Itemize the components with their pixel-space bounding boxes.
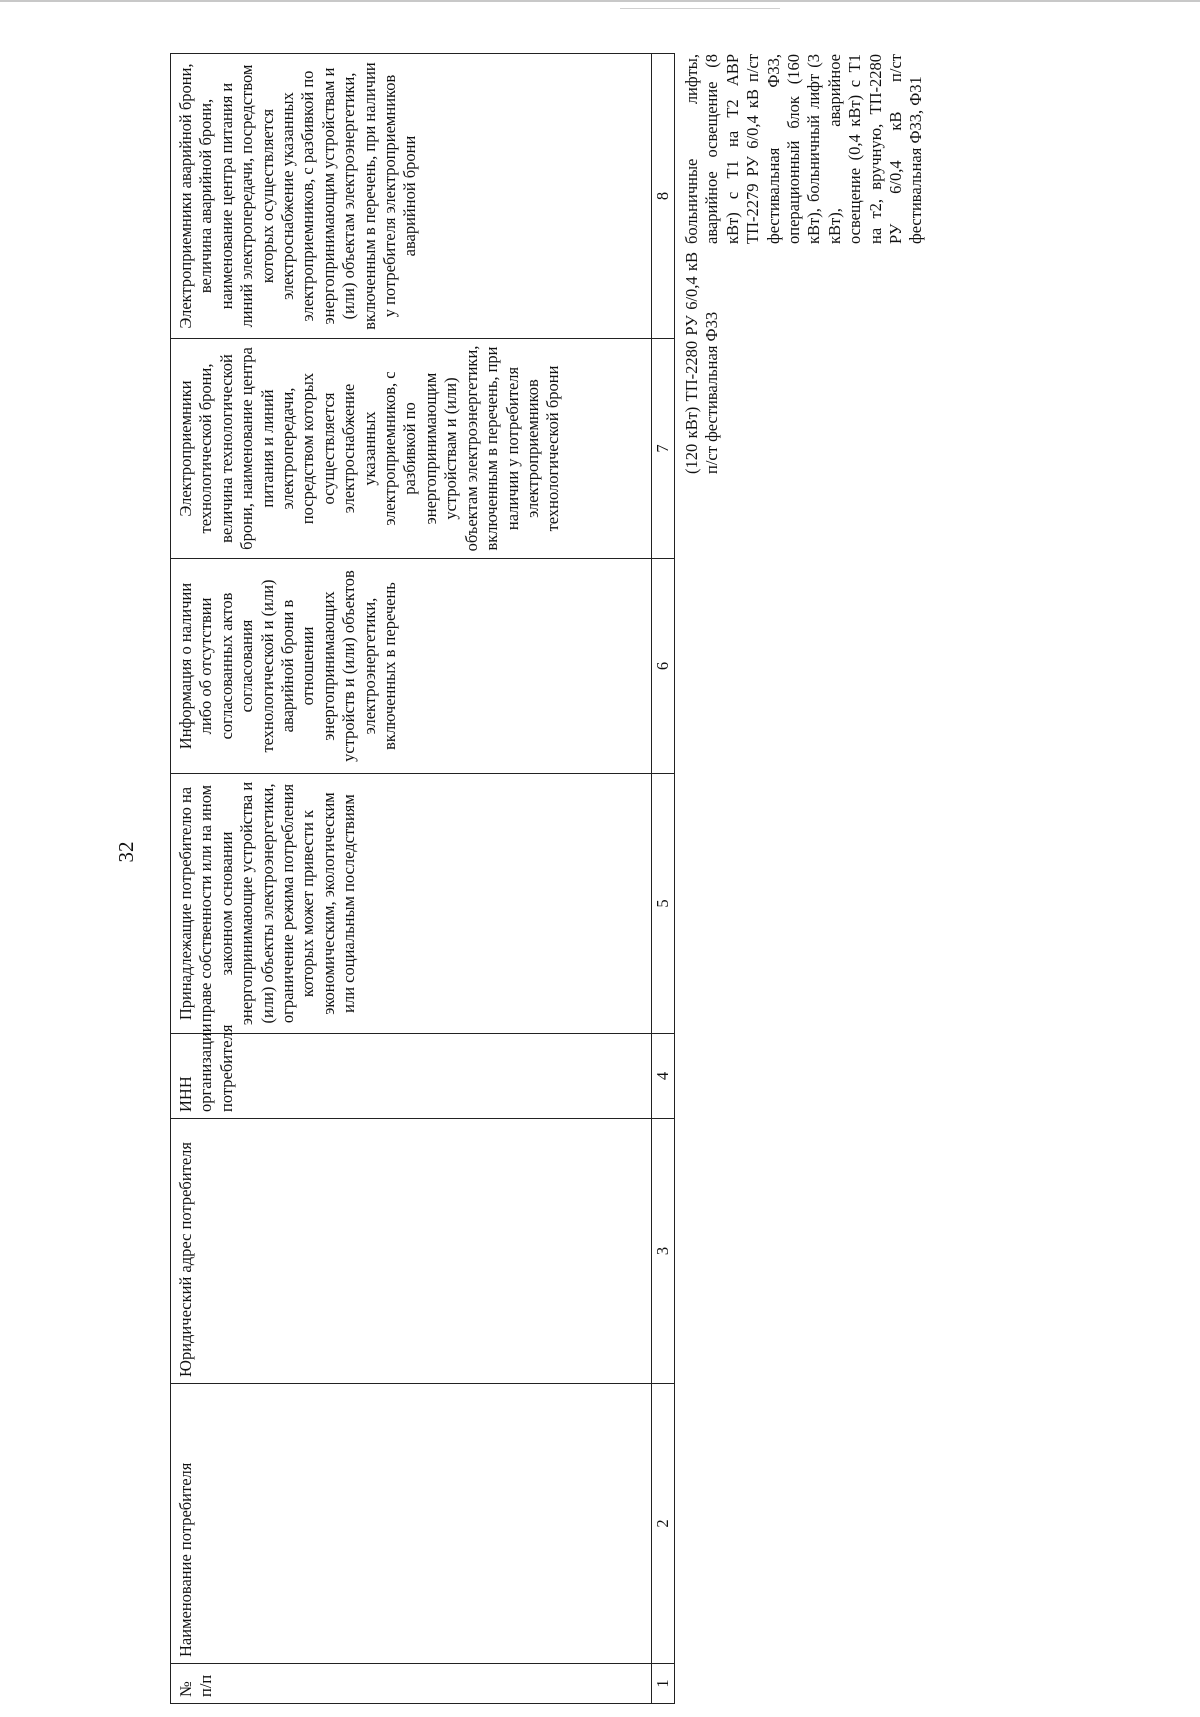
column-number: 8 [652,54,675,339]
column-number: 5 [652,774,675,1034]
table-header-row [171,54,652,1704]
continuation-text-col8: больничные лифты, аварийное освещение (8 кВт) с Т1 на Т2 АВР ТП-2279 РУ 6/0,4 кВ п/ст фестивальная Ф33, операционный блок (160 кВт), больничный лифт (3 кВт), аварийное освещение (0,4 кВт) с Т1 на т2, вручную, ТП-2280 РУ 6/0,4 кВ п/ст фестивальная Ф33, Ф31 [682,54,926,244]
header-cell-legal-address: Юридический адрес потребителя [171,1119,652,1384]
column-number: 6 [652,559,675,774]
header-cell-consumer-name: Наименование потребителя [171,1384,652,1664]
column-number: 4 [652,1034,675,1119]
column-number-row [652,54,675,1704]
column-number: 1 [652,1664,675,1704]
header-cell-emergency-reserve: Электроприемники аварийной брони, величина аварийной брони, наименование центра питания и линий электропередачи, посредством которых осуществляется электроснабжение указанных электроприемников, с разбивкой по энергопринимающим устройствам и (или) объектам электроэнергетики, включенным в перечень, при наличии у потребителя электроприемников аварийной брони [171,54,652,339]
header-cell-acts-info: Информация о наличии либо об отсутствии согласованных актов согласования технологической и (или) аварийной брони в отношении энергопринимающих устройств и (или) объектов электроэнергетики, включенных в перечень [171,559,652,774]
consumer-table [170,53,675,1704]
column-number: 2 [652,1384,675,1664]
header-cell-technological-reserve: Электроприемники технологической брони, величина технологической брони, наименование центра питания и линий электропередачи, посредством которых осуществляется электроснабжение указанных электроприемников, с разбивкой по энергопринимающим устройствам и (или) объектам электроэнергетики, включенным в перечень, при наличии у потребителя электроприемников технологической брони [171,339,652,559]
rotated-sheet [170,54,1040,1704]
column-number: 7 [652,339,675,559]
header-cell-number: № п/п [171,1664,652,1704]
column-number: 3 [652,1119,675,1384]
header-cell-inn: ИНН организации потребителя [171,1034,652,1119]
page-number: 32 [114,841,138,863]
header-cell-devices: Принадлежащие потребителю на праве собственности или на ином законном основании энергопринимающие устройства и (или) объекты электроэнергетики, ограничение режима потребления которых может привести к экономическим, экологическим или социальным последствиям [171,774,652,1034]
scan-border-line [0,0,1200,2]
scan-border-line [620,8,780,9]
continuation-text-col7: (120 кВт) ТП-2280 РУ 6/0,4 кВ п/ст фестивальная Ф33 [682,252,722,474]
